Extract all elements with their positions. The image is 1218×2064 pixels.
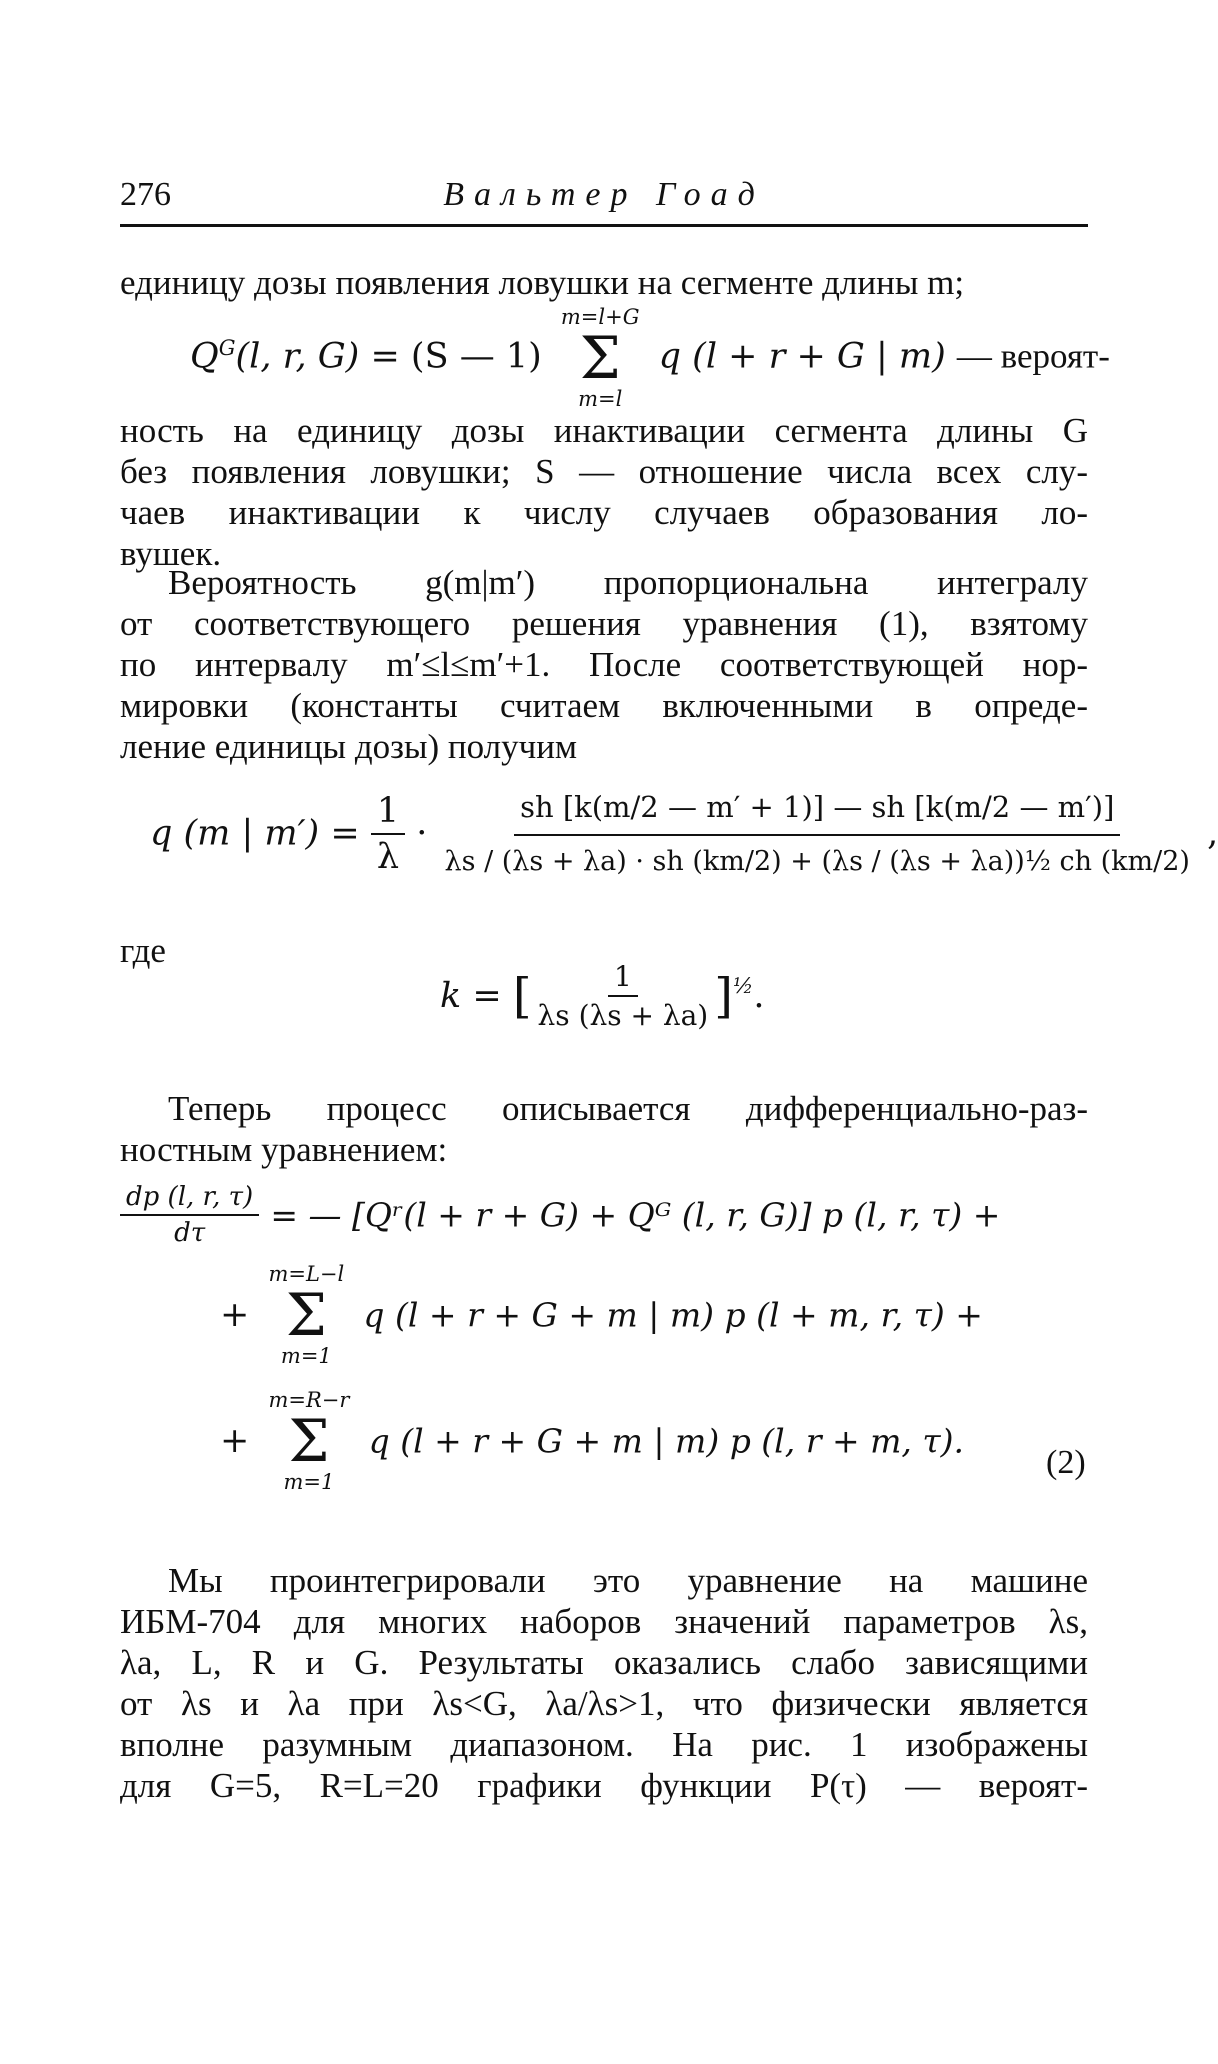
sum-lower-limit: m=l — [578, 387, 623, 411]
paragraph-4 — [120, 1088, 1088, 1170]
formula-args: (l, r, G) — [235, 336, 360, 377]
derivative-fraction — [120, 1182, 259, 1248]
text-line: для G=5, R=L=20 графики функции P(τ) — вероят- — [120, 1766, 1088, 1805]
formula-q: q (m | m′) = $\frac{1}{\lambda}$ · sh [k(m/2 — m′ + 1)] — sh [k(m/2 — m′)] λs / (λs + λa) · sh (km/2) + (λs / (λs + λa))½ ch (km/2) , — [150, 790, 1218, 877]
paragraph-1 — [120, 262, 1088, 303]
summation — [268, 1262, 344, 1368]
formula-trailing: . — [753, 976, 765, 1016]
fraction-denominator — [439, 836, 1196, 877]
fraction-numerator: 1 — [371, 791, 405, 835]
text-line: ление единицы дозы) получим — [120, 727, 578, 766]
text-line: от соответствующего решения уравнения (1), взятому — [120, 604, 1088, 643]
text-line: вполне разумным диапазоном. На рис. 1 изображены — [120, 1725, 1088, 1764]
text-line: от λs и λa при λs<G, λa/λs>1, что физически является — [120, 1684, 1088, 1723]
formula-dp-line2 — [220, 1262, 983, 1368]
formula-lhs: k = — [440, 976, 502, 1016]
running-head — [120, 172, 1088, 222]
formula-k: k = [ $\frac{1}{\lambda s (\lambda s + \lambda a)}$ ]$^{\frac{1}{2}}$. — [440, 960, 765, 1032]
text-line: по интервалу m′≤l≤m′+1. После соответствующей нор- — [120, 645, 1088, 684]
paragraph-5 — [120, 1560, 1088, 1806]
fraction-numerator: sh [k(m/2 — m′ + 1)] — sh [k(m/2 — m′)] — [514, 790, 1120, 836]
plus-sign: + — [220, 1421, 250, 1461]
formula-factor: = (S — 1) — [370, 336, 542, 377]
summation — [561, 305, 640, 411]
text-line: ностным уравнением: — [120, 1130, 448, 1169]
text-line: ИБМ-704 для многих наборов значений параметров λs, — [120, 1602, 1088, 1641]
formula-exponent: ½ — [732, 973, 754, 998]
formula-lhs: Q — [190, 336, 219, 377]
formula-QG — [190, 305, 1110, 411]
formula-trailing: , — [1207, 813, 1218, 854]
sigma-symbol: Σ — [579, 324, 621, 392]
sum-lower-limit: m=1 — [283, 1470, 335, 1494]
sigma-symbol: Σ — [285, 1281, 327, 1349]
main-fraction — [439, 790, 1196, 877]
sigma-symbol: Σ — [288, 1407, 330, 1475]
formula-sup: G — [218, 335, 236, 360]
fraction-numerator: 1 — [608, 960, 638, 997]
running-title: Вальтер Гоад — [443, 176, 765, 213]
header-rule — [120, 224, 1088, 227]
text-line: без появления ловушки; S — отношение числа всех слу- — [120, 452, 1088, 491]
denominator-part-a: λs / (λs + λa) · sh (km/2) — [444, 846, 782, 877]
denominator-part-b: + (λs / (λs + λa))½ ch (km/2) — [790, 846, 1190, 877]
formula-term: q (l + r + G + m | m) p (l, r + m, τ). — [368, 1421, 965, 1461]
sum-lower-limit: m=1 — [280, 1344, 332, 1368]
prefactor-fraction — [371, 791, 405, 877]
summation — [268, 1388, 349, 1494]
formula-dp-line3 — [220, 1388, 964, 1494]
text-line: чаев инактивации к числу случаев образования ло- — [120, 493, 1088, 532]
sum-upper-limit: m=R−r — [268, 1388, 350, 1412]
where-word: где — [120, 931, 166, 970]
text-line: Теперь процесс описывается дифференциально-раз- — [168, 1089, 1088, 1128]
page-number: 276 — [120, 176, 171, 213]
fraction-denominator: λ — [376, 836, 400, 877]
formula-term: q (l + r + G | m) — [658, 336, 946, 377]
sum-upper-limit: m=l+G — [560, 305, 640, 329]
formula-term: q (l + r + G + m | m) p (l + m, r, τ) + — [363, 1295, 983, 1335]
text-line: единицу дозы появления ловушки на сегменте длины m; — [120, 263, 965, 302]
sum-upper-limit: m=L−l — [268, 1262, 345, 1286]
text-line: вушек. — [120, 534, 222, 573]
fraction-numerator: dp (l, r, τ) — [120, 1182, 259, 1216]
formula-dp-line1 — [120, 1182, 1000, 1248]
formula-tail: — вероят- — [956, 336, 1110, 376]
text-line: Вероятность g(m|m′) пропорциональна интегралу — [168, 563, 1088, 602]
text-line: λa, L, R и G. Результаты оказались слабо зависящими — [120, 1643, 1088, 1682]
text-line: ность на единицу дозы инактивации сегмента длины G — [120, 411, 1088, 450]
text-line: Мы проинтегрировали это уравнение на машине — [168, 1561, 1088, 1600]
fraction-denominator: λs (λs + λa) — [537, 999, 709, 1032]
equation-number: (2) — [1046, 1444, 1086, 1481]
formula-lhs: q (m | m′) = — [150, 813, 360, 854]
paragraph-3 — [120, 562, 1088, 767]
plus-sign: + — [220, 1295, 250, 1335]
k-fraction — [532, 960, 715, 1032]
paragraph-2 — [120, 410, 1088, 574]
formula-rhs: = — [Qʳ(l + r + G) + Qᴳ (l, r, G)] p (l, r, τ) + — [270, 1195, 1001, 1235]
fraction-denominator: dτ — [174, 1218, 206, 1248]
text-line: мировки (константы считаем включенными в опреде- — [120, 686, 1088, 725]
